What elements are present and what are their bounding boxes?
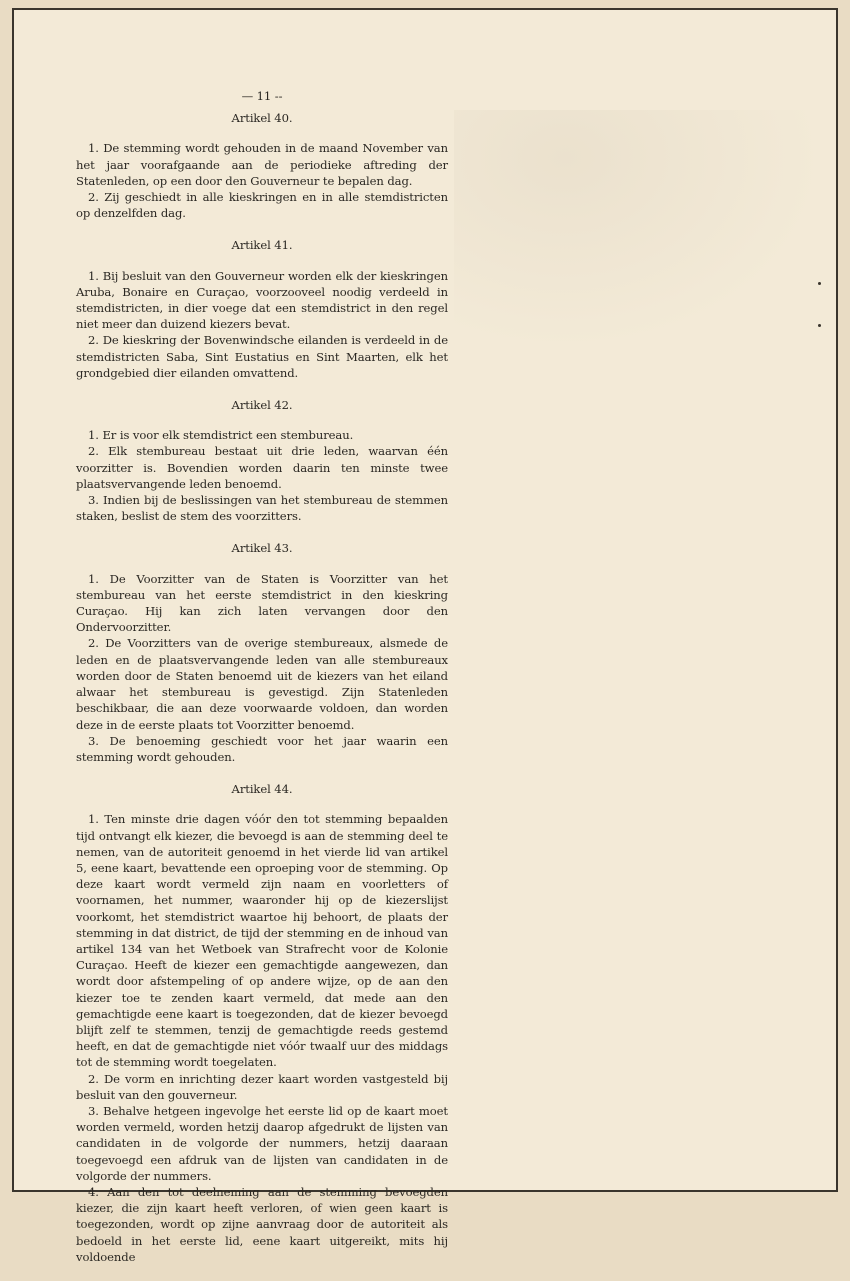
article-heading: Artikel 43. (231, 541, 293, 556)
article-heading: Artikel 41. (231, 238, 293, 253)
article-heading: Artikel 42. (231, 398, 293, 413)
text-column (76, 88, 448, 1281)
paragraph: 2. De vorm en inrichting dezer kaart worden vastgesteld bij besluit van den gouverneur. (76, 1071, 448, 1102)
article-heading: Artikel 44. (231, 782, 293, 797)
show-through-stain (454, 110, 824, 350)
paragraph: 2. Zij geschiedt in alle kieskringen en in alle stemdistricten op denzelfden dag. (76, 190, 448, 221)
paragraph: 3. Indien bij de beslissingen van het stembureau de stemmen staken, beslist de stem des voorzitters. (76, 493, 448, 524)
paragraph: 1. Er is voor elk stemdistrict een stembureau. (88, 428, 354, 443)
margin-mark (818, 324, 821, 327)
paragraph: 3. De benoeming geschiedt voor het jaar waarin een stemming wordt gehouden. (76, 733, 448, 764)
paragraph: 2. De Voorzitters van de overige stembureaux, alsmede de leden en de plaatsvervangende leden van alle stembureaux worden door de Staten benoemd uit de kiezers van het eiland alwaar het stembureau is gevestigd. Zijn Statenleden beschikbaar, die aan deze voorwaarde voldoen, dan worden deze in de eerste plaats tot Voorzitter benoemd. (76, 636, 448, 732)
paragraph: 4. Aan den tot deelneming aan de stemming bevoegden kiezer, die zijn kaart heeft verloren, of wien geen kaart is toegezonden, wordt op zijne aanvraag door de autoriteit als bedoeld in het eerste lid, eene kaart uitgereikt, mits hij voldoende (76, 1184, 448, 1264)
paragraph: 1. Bij besluit van den Gouverneur worden elk der kieskringen Aruba, Bonaire en Curaçao, voorzooveel noodig verdeeld in stemdistricten, in dier voege dat een stemdistrict in den regel niet meer dan duizend kiezers bevat. (76, 268, 448, 332)
paragraph: 1. De stemming wordt gehouden in de maand November van het jaar voorafgaande aan de periodieke aftreding der Statenleden, op een door den Gouverneur te bepalen dag. (76, 141, 448, 188)
article-41 (76, 237, 448, 381)
paragraph: 2. Elk stembureau bestaat uit drie leden, waarvan één voorzitter is. Bovendien worden daarin ten minste twee plaatsvervangende leden benoemd. (76, 444, 448, 491)
article-40 (76, 110, 448, 221)
page-number: — 11 -- (241, 89, 283, 103)
paragraph: 2. De kieskring der Bovenwindsche eilanden is verdeeld in de stemdistricten Saba, Sint Eustatius en Sint Maarten, elk het grondgebied dier eilanden omvattend. (76, 333, 448, 380)
paragraph: 1. De Voorzitter van de Staten is Voorzitter van het stembureau van het eerste stemdistrict in den kieskring Curaçao. Hij kan zich laten vervangen door den Ondervoorzitter. (76, 571, 448, 635)
article-heading: Artikel 40. (231, 111, 293, 126)
margin-mark (818, 282, 821, 285)
article-44 (76, 781, 448, 1265)
article-43 (76, 540, 448, 765)
paragraph: 3. Behalve hetgeen ingevolge het eerste lid op de kaart moet worden vermeld, worden hetzij daarop afgedrukt de lijsten van candidaten in de volgorde der nummers, hetzij daaraan toegevoegd een afdruk van de lijsten van candidaten in de volgorde der nummers. (76, 1103, 448, 1183)
paragraph: 1. Ten minste drie dagen vóór den tot stemming bepaalden tijd ontvangt elk kiezer, die bevoegd is aan de stemming deel te nemen, van de autoriteit genoemd in het vierde lid van artikel 5, eene kaart, bevattende een oproeping voor de stemming. Op deze kaart wordt vermeld zijn naam en voorletters of voornamen, het nummer, waaronder hij op de kiezerslijst voorkomt, het stemdistrict waartoe hij behoort, de plaats der stemming in dat district, de tijd der stemming en de inhoud van artikel 134 van het Wetboek van Strafrecht voor de Kolonie Curaçao. Heeft de kiezer een gemachtigde aangewezen, dan wordt door afstempeling of op andere wijze, op de aan den kiezer toe te zenden kaart vermeld, dat mede aan den gemachtigde eene kaart is toegezonden, dat de kiezer bevoegd blijft zelf te stemmen, tenzij de gemachtigde reeds gestemd heeft, en dat de gemachtigde niet vóór twaalf uur des middags tot de stemming wordt toegelaten. (76, 812, 448, 1070)
article-42 (76, 397, 448, 524)
